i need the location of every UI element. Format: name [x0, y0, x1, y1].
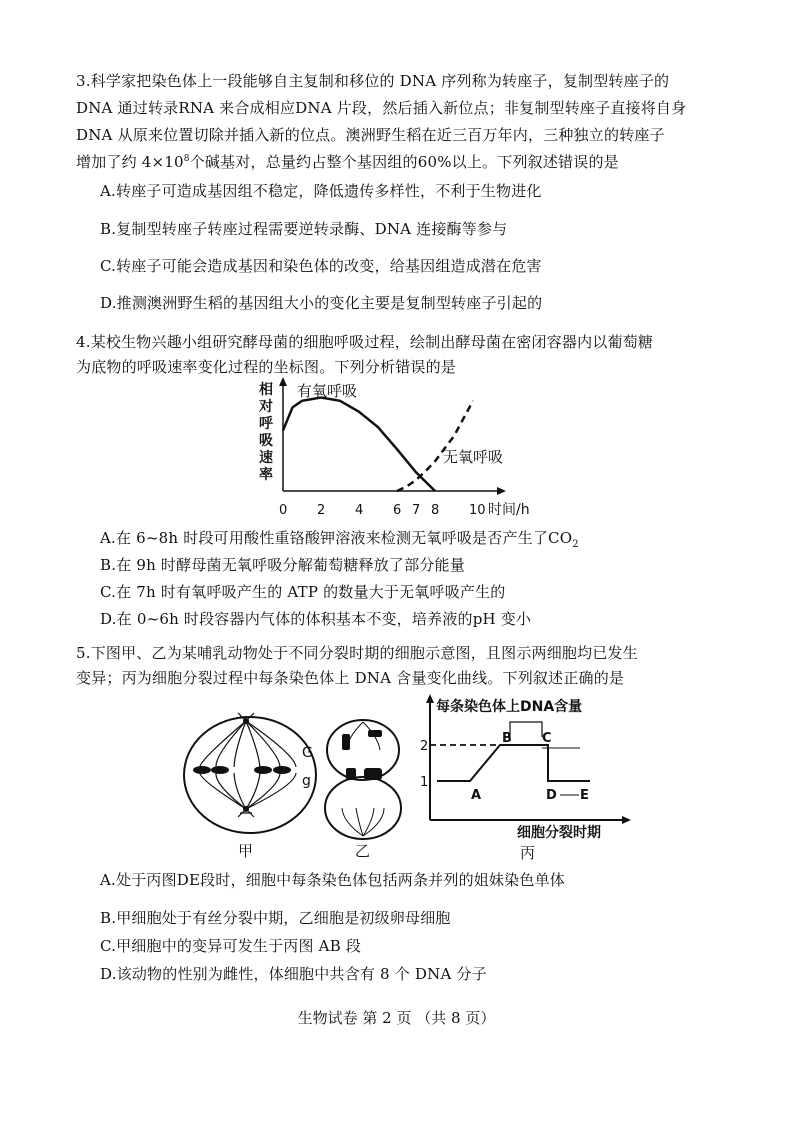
figure-label-jia: 甲 — [238, 842, 254, 860]
chart-x-arrow — [497, 487, 506, 495]
q4-stem-line-1: 4.某校生物兴趣小组研究酵母菌的细胞呼吸过程，绘制出酵母菌在密闭容器内以葡萄糖 — [76, 333, 654, 351]
x-tick-0: 0 — [279, 503, 288, 518]
figure-label-yi: 乙 — [355, 842, 371, 860]
q3-line4-post: 个碱基对，总量约占整个基因组的60%以上。下列叙述错误的是 — [189, 153, 619, 171]
q4-option-a-sub: 2 — [572, 539, 579, 550]
y-label-char: 呼 — [259, 416, 273, 432]
q3-stem-line-2: DNA 通过转录RNA 来合成相应DNA 片段，然后插入新位点；非复制型转座子直接将自身 — [76, 99, 687, 117]
q3-option-a: A.转座子可造成基因组不稳定，降低遗传多样性，不利于生物进化 — [100, 182, 542, 200]
y-label-char: 对 — [259, 399, 273, 415]
respiration-chart — [0, 375, 793, 525]
chart-y-axis-label — [258, 381, 274, 483]
x-tick-10: 10 — [469, 503, 486, 518]
q4-option-b: B.在 9h 时酵母菌无氧呼吸分解葡萄糖释放了部分能量 — [100, 556, 465, 574]
y-label-char: 率 — [259, 467, 273, 483]
y-label-char: 相 — [259, 382, 273, 398]
bing-y-tick-1: 1 — [420, 775, 429, 790]
q5-option-a: A.处于丙图DE段时，细胞中每条染色体包括两条并列的姐妹染色单体 — [100, 871, 565, 889]
y-label-char: 吸 — [259, 433, 273, 449]
anaerobic-label: 无氧呼吸 — [443, 448, 504, 466]
gene-label-G: G — [302, 745, 313, 761]
q4-stem-line-2: 为底物的呼吸速率变化过程的坐标图。下列分析错误的是 — [76, 358, 457, 376]
bing-y-axis-label: 每条染色体上DNA含量 — [436, 699, 583, 715]
aerobic-label: 有氧呼吸 — [297, 382, 358, 400]
bing-x-axis-label: 细胞分裂时期 — [517, 825, 601, 840]
q3-option-d: D.推测澳洲野生稻的基因组大小的变化主要是复制型转座子引起的 — [100, 294, 543, 312]
q5-option-b: B.甲细胞处于有丝分裂中期，乙细胞是初级卵母细胞 — [100, 909, 451, 927]
bing-point-A: A — [471, 788, 482, 803]
bing-point-E: E — [580, 788, 589, 803]
page-footer: 生物试卷 第 2 页 （共 8 页） — [297, 1009, 496, 1027]
aerobic-curve — [283, 398, 435, 492]
x-tick-4: 4 — [355, 503, 364, 518]
bing-point-C: C — [542, 731, 552, 746]
x-tick-8: 8 — [431, 503, 440, 518]
x-tick-7: 7 — [412, 503, 421, 518]
bing-y-tick-2: 2 — [420, 739, 429, 754]
chart-x-axis-label: 时间/h — [488, 502, 530, 518]
q3-option-b: B.复制型转座子转座过程需要逆转录酶、DNA 连接酶等参与 — [100, 220, 508, 238]
q3-stem-line-3: DNA 从原来位置切除并插入新的位点。澳洲野生稻在近三百万年内，三种独立的转座子 — [76, 126, 665, 144]
y-label-char: 速 — [259, 450, 273, 466]
q4-option-d: D.在 0~6h 时段容器内气体的体积基本不变，培养液的pH 变小 — [100, 610, 532, 628]
x-tick-2: 2 — [317, 503, 326, 518]
q5-option-c: C.甲细胞中的变异可发生于丙图 AB 段 — [100, 937, 362, 955]
bing-point-B: B — [502, 731, 512, 746]
q3-option-c: C.转座子可能会造成基因和染色体的改变，给基因组造成潜在危害 — [100, 257, 542, 275]
q3-line4-pre: 增加了约 4×10 — [76, 153, 184, 171]
gene-label-g: g — [302, 773, 311, 789]
dna-content-chart — [0, 690, 793, 840]
bing-point-D: D — [546, 788, 557, 803]
bing-curve — [437, 745, 590, 781]
q3-stem-line-1: 3.科学家把染色体上一段能够自主复制和移位的 DNA 序列称为转座子，复制型转座子的 — [76, 72, 670, 90]
chart-y-arrow — [279, 377, 287, 386]
q4-option-a-text: A.在 6~8h 时段可用酸性重铬酸钾溶液来检测无氧呼吸是否产生了CO — [100, 529, 573, 547]
q3-stem-line-4 — [76, 151, 619, 173]
figure-label-bing: 丙 — [520, 844, 536, 862]
q4-option-a — [100, 527, 579, 549]
q5-stem-line-1: 5.下图甲、乙为某哺乳动物处于不同分裂时期的细胞示意图，且图示两细胞均已发生 — [76, 644, 638, 662]
x-tick-6: 6 — [393, 503, 402, 518]
q5-option-d: D.该动物的性别为雌性，体细胞中共含有 8 个 DNA 分子 — [100, 965, 487, 983]
q3-exponent: 8 — [183, 154, 190, 164]
q5-stem-line-2: 变异；丙为细胞分裂过程中每条染色体上 DNA 含量变化曲线。下列叙述正确的是 — [76, 669, 625, 687]
q4-option-c: C.在 7h 时有氧呼吸产生的 ATP 的数量大于无氧呼吸产生的 — [100, 583, 506, 601]
anaerobic-curve — [397, 401, 473, 491]
